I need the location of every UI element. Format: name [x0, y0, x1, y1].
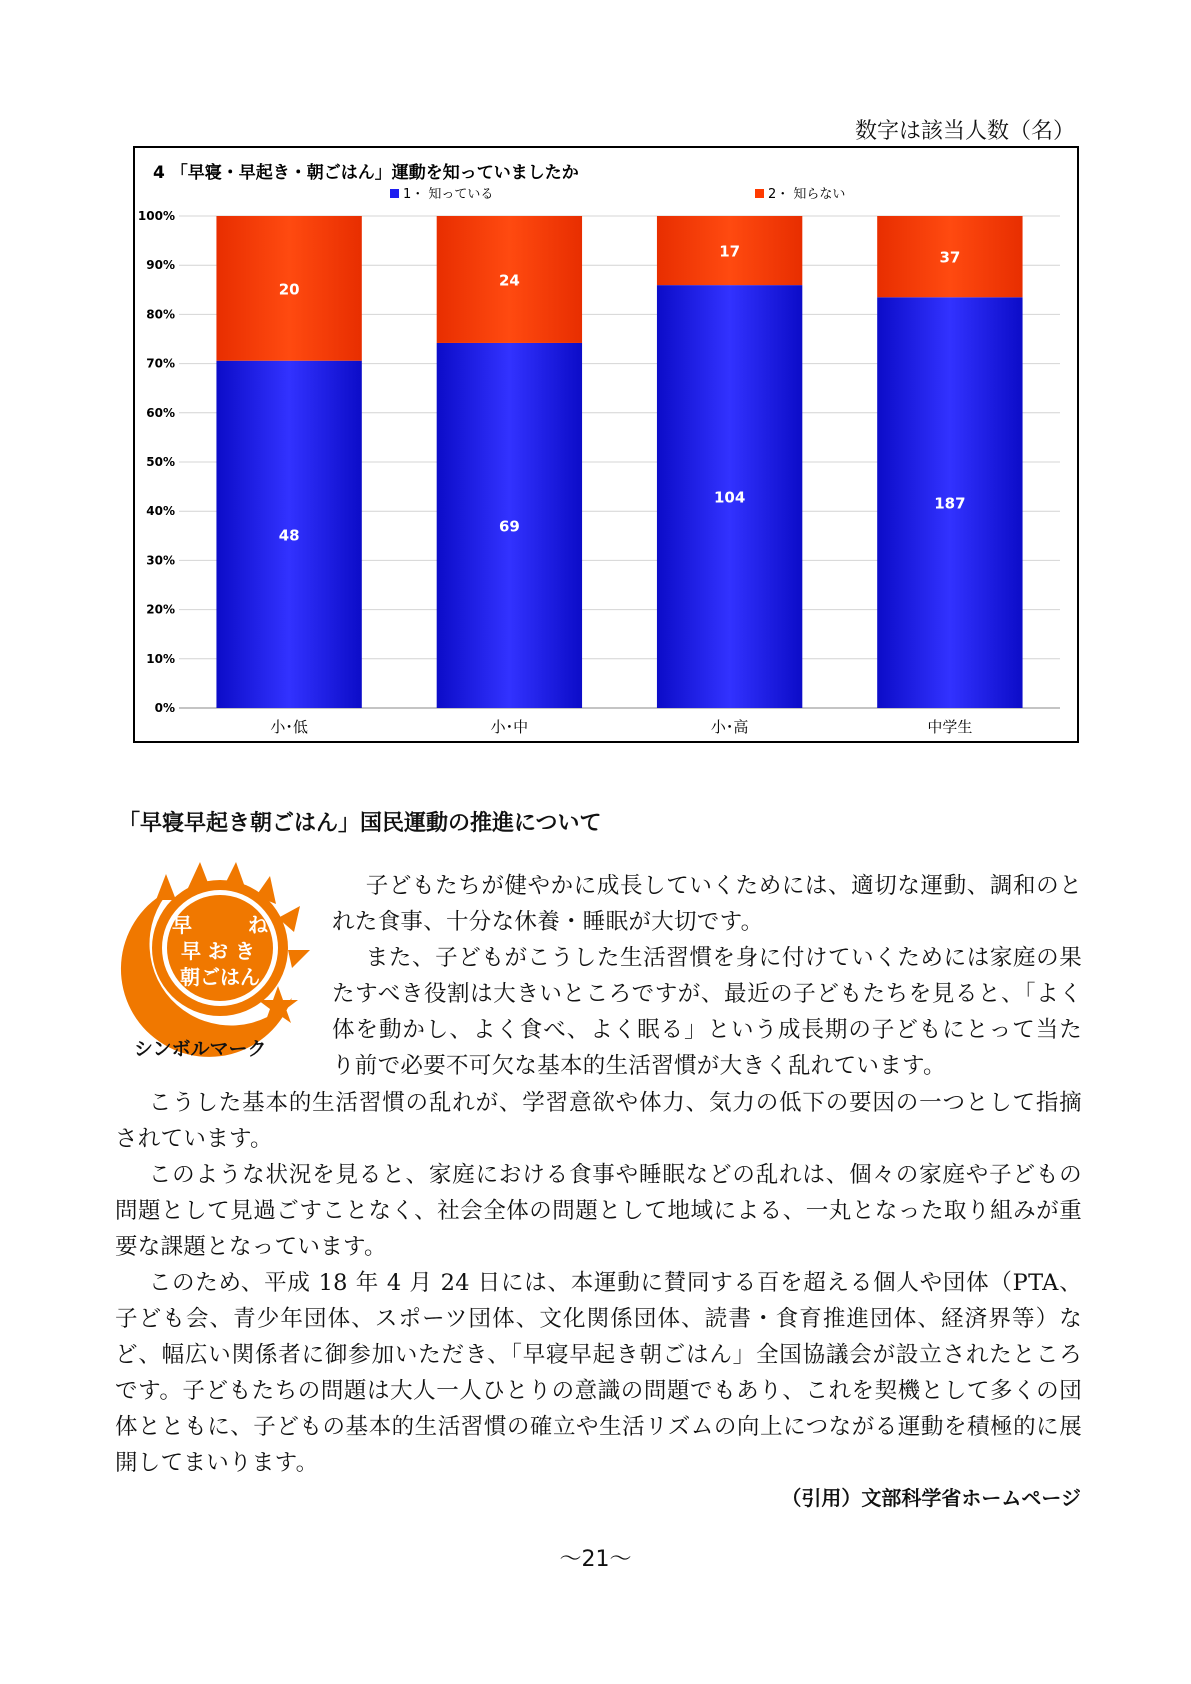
logo-text-ne: ね: [248, 913, 268, 937]
legend-swatch: [390, 189, 399, 198]
legend-entry: 1・ 知っている: [403, 187, 494, 202]
y-tick-label: 30%: [146, 553, 175, 568]
data-label: 37: [939, 248, 961, 267]
logo-text-asagohan: 朝ごはん: [180, 965, 260, 989]
y-tick-label: 50%: [146, 455, 175, 469]
body-text: [115, 1085, 1082, 1481]
chart-frame: [133, 146, 1079, 743]
y-tick-label: 10%: [146, 651, 175, 666]
y-tick-label: 60%: [146, 405, 175, 420]
x-category-label: 小･低: [270, 718, 308, 736]
data-label: 24: [498, 271, 520, 290]
legend-swatch: [755, 189, 764, 198]
intro-paragraph-2: また、子どもがこうした生活習慣を身に付けていくためには家庭の果たすべき役割は大きいところですが、最近の子どもたちを見ると、「よく体を動かし、よく食べ、よく眠る」という成長期の子どもにとって当たり前で必要不可欠な基本的生活習慣が大きく乱れています。: [332, 945, 1082, 1079]
intro-paragraph-1: 子どもたちが健やかに成長していくためには、適切な運動、調和のとれた食事、十分な休養・睡眠が大切です。: [332, 873, 1082, 935]
data-label: 69: [498, 517, 520, 536]
data-label: 17: [719, 242, 741, 261]
citation: （引用）文部科学省ホームページ: [781, 1486, 1081, 1510]
logo-text-haya: 早: [172, 913, 192, 937]
symbol-mark-logo: [120, 860, 310, 1060]
y-tick-label: 0%: [154, 701, 175, 715]
data-label: 20: [278, 280, 300, 299]
intro-text: [332, 868, 1082, 1084]
data-label: 48: [278, 526, 300, 545]
body-paragraph-2: このような状況を見ると、家庭における食事や睡眠などの乱れは、個々の家庭や子どもの問題として見過ごすことなく、社会全体の問題として地域による、一丸となった取り組みが重要な課題となっています。: [115, 1162, 1082, 1260]
y-tick-label: 20%: [146, 602, 175, 617]
body-paragraph-1: こうした基本的生活習慣の乱れが、学習意欲や体力、気力の低下の要因の一つとして指摘されています。: [115, 1090, 1082, 1152]
legend-entry: 2・ 知らない: [768, 187, 846, 202]
page-number: ～21～: [559, 1547, 632, 1572]
chart-unit-note: 数字は該当人数（名）: [854, 119, 1075, 144]
x-category-label: 中学生: [927, 718, 973, 736]
logo-text-haya-oki: 早 お き: [181, 939, 255, 963]
body-paragraph-3: このため、平成 18 年 4 月 24 日には、本運動に賛同する百を超える個人や団体（PTA、子ども会、青少年団体、スポーツ団体、文化関係団体、読書・食育推進団体、経済界等）など、幅広い関係者に御参加いただき、「早寝早起き朝ごはん」全国協議会が設立されたところです。子どもたちの問題は大人一人ひとりの意識の問題でもあり、これを契機として多くの団体とともに、子どもの基本的生活習慣の確立や生活リズムの向上につながる運動を積極的に展開してまいります。: [115, 1270, 1082, 1476]
x-category-label: 小･高: [710, 718, 749, 736]
y-tick-label: 70%: [146, 356, 175, 371]
chart-title: 4 「早寝・早起き・朝ごはん」運動を知っていましたか: [153, 163, 579, 183]
x-category-label: 小･中: [490, 718, 529, 736]
y-tick-label: 90%: [146, 258, 175, 273]
stacked-bar-chart: [135, 148, 1077, 741]
y-tick-label: 100%: [137, 209, 175, 223]
data-label: 187: [934, 494, 966, 513]
data-label: 104: [713, 488, 746, 507]
logo-caption: シンボルマーク: [134, 1038, 267, 1060]
y-tick-label: 40%: [146, 504, 175, 519]
y-tick-label: 80%: [146, 307, 175, 322]
section-heading: 「早寝早起き朝ごはん」国民運動の推進について: [118, 811, 602, 836]
